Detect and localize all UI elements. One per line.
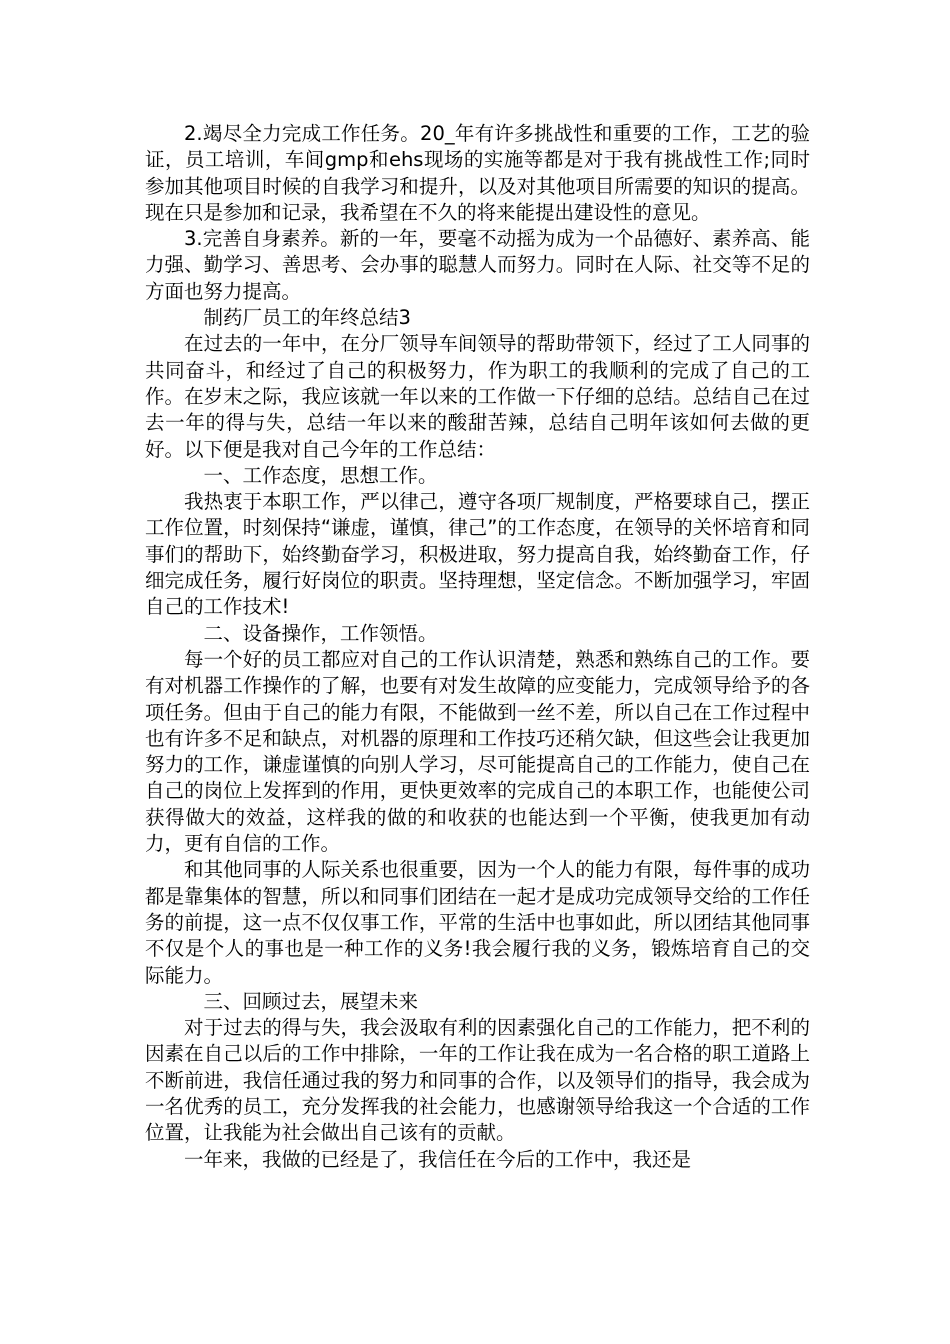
document-body [145,121,810,1173]
paragraph-relationships: 和其他同事的人际关系也很重要，因为一个人的能力有限，每件事的成功都是靠集体的智慧，所以和同事们团结在一起才是成功完成领导交给的工作任务的前提，这一点不仅仅事工作，平常的生活中也事如此，所以团结其他同事不仅是个人的事也是一种工作的义务!我会履行我的义务，锻炼培育自己的交际能力。 [145,858,810,987]
paragraph-work-attitude: 我热衷于本职工作，严以律己，遵守各项厂规制度，严格要球自己，摆正工作位置，时刻保持“谦虚，谨慎，律己”的工作态度，在领导的关怀培育和同事们的帮助下，始终勤奋学习，积极进取，努力提高自我，始终勤奋工作，仔细完成任务，履行好岗位的职责。坚持理想，坚定信念。不断加强学习，牢固自己的工作技术! [145,490,810,619]
paragraph-goal-2: 2.竭尽全力完成工作任务。20_年有许多挑战性和重要的工作，工艺的验证，员工培训，车间gmp和ehs现场的实施等都是对于我有挑战性工作;同时参加其他项目时候的自我学习和提升，以及对其他项目所需要的知识的提高。现在只是参加和记录，我希望在不久的将来能提出建设性的意见。 [145,122,810,224]
paragraph-equipment-operation: 每一个好的员工都应对自己的工作认识清楚，熟悉和熟练自己的工作。要有对机器工作操作的了解，也要有对发生故障的应变能力，完成领导给予的各项任务。但由于自己的能力有限，不能做到一丝不差，所以自己在工作过程中也有许多不足和缺点，对机器的原理和工作技巧还稍欠缺，但这些会让我更加努力的工作，谦虚谨慎的向别人学习，尽可能提高自己的工作能力，使自己在自己的岗位上发挥到的作用，更快更效率的完成自己的本职工作，也能使公司获得做大的效益，这样我的做的和收获的也能达到一个平衡，使我更加有动力，更有自信的工作。 [145,647,810,856]
paragraph-intro: 在过去的一年中，在分厂领导车间领导的帮助带领下，经过了工人同事的共同奋斗，和经过了自己的积极努力，作为职工的我顺利的完成了自己的工作。在岁末之际，我应该就一年以来的工作做一下仔细的总结。总结自己在过去一年的得与失，总结一年以来的酸甜苦辣，总结自己明年该如何去做的更好。以下便是我对自己今年的工作总结： [145,332,810,461]
paragraph-goal-3: 3.完善自身素养。新的一年，要毫不动摇为成为一个品德好、素养高、能力强、勤学习、善思考、会办事的聪慧人而努力。同时在人际、社交等不足的方面也努力提高。 [145,227,810,303]
heading-work-attitude: 一、工作态度，思想工作。 [203,463,438,487]
paragraph-closing: 一年来，我做的已经是了，我信任在今后的工作中，我还是 [184,1147,692,1171]
heading-review-outlook: 三、回顾过去，展望未来 [203,989,419,1013]
heading-equipment-operation: 二、设备操作，工作领悟。 [203,621,438,645]
section-title: 制药厂员工的年终总结3 [203,306,411,330]
paragraph-review-outlook: 对于过去的得与失，我会汲取有利的因素强化自己的工作能力，把不利的因素在自己以后的工作中排除，一年的工作让我在成为一名合格的职工道路上不断前进，我信任通过我的努力和同事的合作，以及领导们的指导，我会成为一名优秀的员工，充分发挥我的社会能力，也感谢领导给我这一个合适的工作位置，让我能为社会做出自己该有的贡献。 [145,1016,810,1145]
